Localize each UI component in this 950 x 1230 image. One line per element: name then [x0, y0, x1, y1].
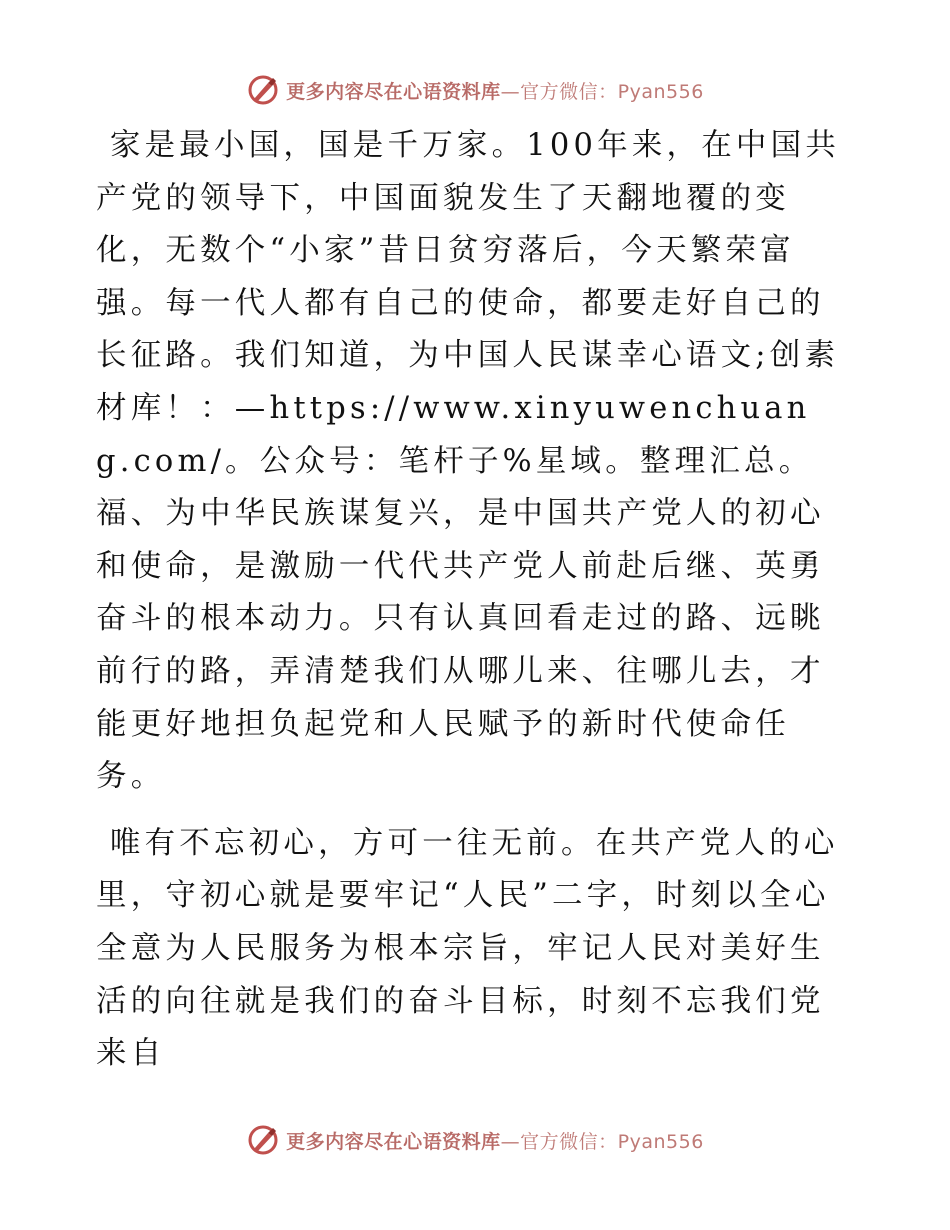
watermark-text: 更多内容尽在心语资料库—官方微信：Pyan556 — [286, 80, 704, 103]
pen-logo-icon — [246, 1123, 280, 1157]
watermark-text: 更多内容尽在心语资料库—官方微信：Pyan556 — [286, 1130, 704, 1153]
paragraph-2: 唯有不忘初心，方可一往无前。在共产党人的心里，守初心就是要牢记“人民”二字，时刻以全心全意为人民服务为根本宗旨，牢记人民对美好生活的向往就是我们的奋斗目标，时刻不忘我们党来自 — [96, 825, 839, 1072]
pen-logo-icon — [246, 73, 280, 107]
document-body — [96, 120, 848, 1081]
paragraph-1: 家是最小国，国是千万家。100年来，在中国共产党的领导下，中国面貌发生了天翻地覆的变化，无数个“小家”昔日贫穷落后，今天繁荣富强。每一代人都有自己的使命，都要走好自己的长征路。我们知道，为中国人民谋幸心语文;创素材库！：—https://www.xinyuwenchuang.com/。公众号：笔杆子%星域。整理汇总。福、为中华民族谋复兴，是中国共产党人的初心和使命，是激励一代代共产党人前赴后继、英勇奋斗的根本动力。只有认真回看走过的路、远眺前行的路，弄清楚我们从哪儿来、往哪儿去，才能更好地担负起党和人民赋予的新时代使命任务。 — [96, 128, 841, 795]
footer-watermark — [0, 1120, 950, 1160]
header-watermark — [0, 70, 950, 110]
